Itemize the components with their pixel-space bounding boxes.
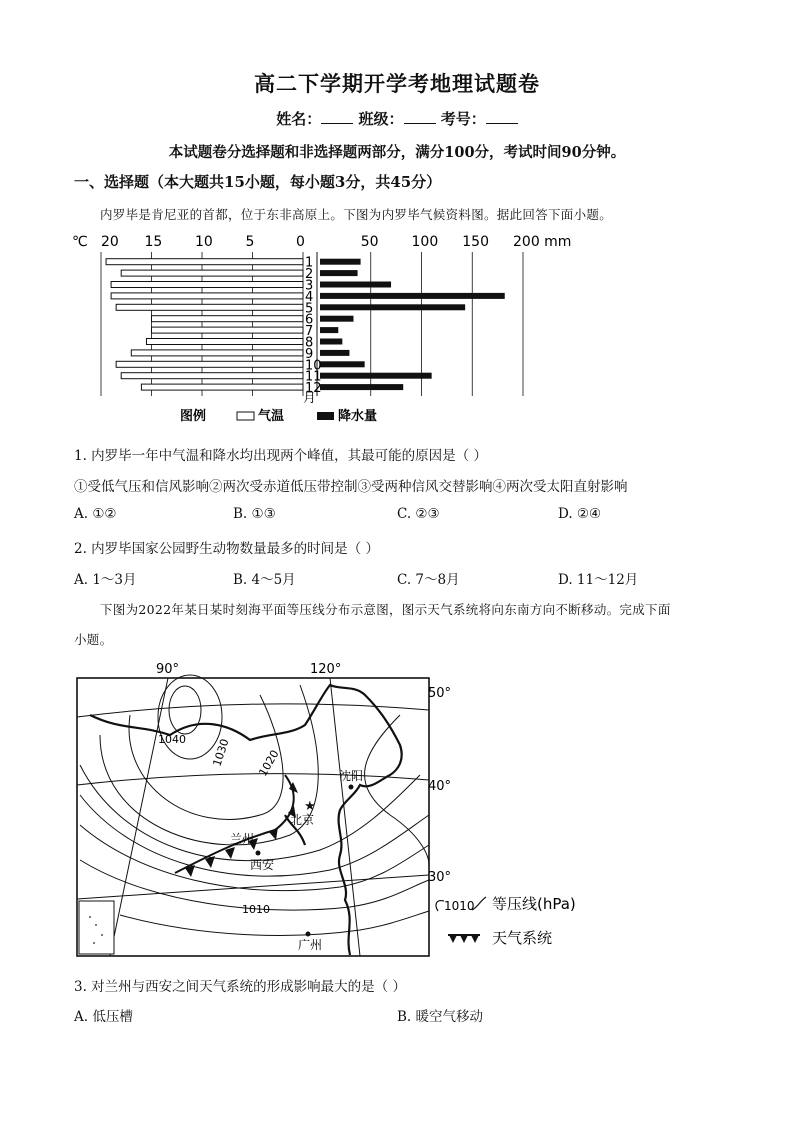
q2-option-c[interactable]: C. 7～8月 bbox=[397, 572, 460, 588]
temp-tick-label: 10 bbox=[195, 234, 213, 250]
lon-label-120: 120° bbox=[310, 662, 342, 677]
front-teeth bbox=[185, 782, 298, 877]
month-label: 10 bbox=[305, 358, 322, 374]
q3-option-a[interactable]: A. 低压槽 bbox=[74, 1009, 133, 1025]
q1-option-c[interactable]: C. ②③ bbox=[397, 506, 440, 522]
temp-bar bbox=[152, 327, 304, 333]
temp-bar bbox=[131, 350, 303, 356]
chart-axis-group bbox=[72, 234, 571, 250]
legend-front-teeth bbox=[449, 935, 479, 943]
question-3-stem: 3. 对兰州与西安之间天气系统的形成影响最大的是（ ） bbox=[74, 979, 406, 995]
question-1-stem: 1. 内罗毕一年中气温和降水均出现两个峰值，其最可能的原因是（ ） bbox=[74, 448, 487, 464]
temp-bars bbox=[106, 259, 303, 390]
temp-bar bbox=[141, 384, 303, 390]
isobars bbox=[80, 675, 429, 935]
temp-bar bbox=[121, 373, 303, 379]
q1-option-a[interactable]: A. ①② bbox=[74, 506, 117, 522]
legend-isobar-value: 1010 bbox=[444, 899, 475, 913]
legend-system-text: 天气系统 bbox=[492, 929, 553, 947]
name-label: 姓名： bbox=[276, 110, 322, 128]
precip-bar bbox=[320, 270, 358, 276]
legend-precip-label: 降水量 bbox=[338, 409, 378, 424]
exam-intro: 本试题卷分选择题和非选择题两部分，满分100分，考试时间90分钟。 bbox=[168, 144, 626, 161]
precip-bar bbox=[320, 282, 391, 288]
temp-bar bbox=[116, 361, 303, 367]
section-title: 一、选择题（本大题共15小题，每小题3分，共45分） bbox=[74, 173, 442, 191]
name-line bbox=[0, 108, 794, 129]
isobar-label-1010: 1010 bbox=[242, 903, 270, 916]
precip-bar bbox=[320, 339, 342, 345]
passage-2-line-1: 下图为2022年某日某时刻海平面等压线分布示意图，图示天气系统将向东南方向不断移动。完成下面 bbox=[100, 602, 671, 617]
temp-bar bbox=[106, 259, 303, 265]
city-dot-guangzhou bbox=[306, 932, 311, 937]
isobar-label-1030: 1030 bbox=[210, 737, 232, 768]
temp-tick-label: 0 bbox=[296, 234, 305, 250]
name-blank[interactable] bbox=[321, 108, 353, 124]
south-china-sea-inset bbox=[79, 901, 114, 954]
temp-bar bbox=[146, 339, 303, 345]
month-label: 9 bbox=[305, 346, 314, 362]
month-label: 1 bbox=[305, 255, 314, 271]
temp-bar bbox=[111, 282, 303, 288]
month-label: 3 bbox=[305, 278, 314, 294]
temp-tick-label: 5 bbox=[245, 234, 255, 250]
month-axis-label: 月 bbox=[303, 391, 317, 406]
lat-label-40: 40° bbox=[428, 779, 452, 794]
precip-bar bbox=[320, 350, 349, 356]
legend-label: 图例 bbox=[180, 409, 207, 424]
q2-option-a[interactable]: A. 1～3月 bbox=[74, 572, 137, 588]
month-label: 8 bbox=[305, 335, 314, 351]
parallel-30 bbox=[77, 875, 429, 899]
temp-bar bbox=[152, 316, 304, 322]
city-dot-shenyang bbox=[349, 785, 354, 790]
city-dot-xian bbox=[256, 851, 261, 856]
precip-tick-label: 200 mm bbox=[513, 234, 572, 250]
city-beijing: 北京 bbox=[290, 813, 315, 827]
q2-option-b[interactable]: B. 4～5月 bbox=[233, 572, 296, 588]
city-shenyang: 沈阳 bbox=[339, 769, 364, 783]
legend-isobar-curve-left bbox=[436, 901, 444, 911]
temp-tick-label: 15 bbox=[144, 234, 163, 250]
meridian-90 bbox=[110, 678, 168, 956]
climate-chart bbox=[60, 228, 580, 428]
question-2-stem: 2. 内罗毕国家公园野生动物数量最多的时间是（ ） bbox=[74, 541, 379, 557]
precip-tick-label: 50 bbox=[360, 234, 379, 250]
city-lanzhou: 兰州 bbox=[230, 832, 255, 846]
precip-tick-label: 150 bbox=[462, 234, 489, 250]
q2-option-d[interactable]: D. 11～12月 bbox=[558, 572, 639, 588]
q1-option-d[interactable]: D. ②④ bbox=[558, 506, 602, 522]
capital-star-icon: ★ bbox=[304, 799, 316, 814]
class-label: 班级： bbox=[358, 110, 404, 128]
legend-temp-swatch bbox=[237, 412, 254, 420]
precip-bar bbox=[320, 361, 365, 367]
precip-bar bbox=[320, 293, 505, 299]
lon-label-90: 90° bbox=[156, 662, 180, 677]
temp-tick-label: 20 bbox=[101, 234, 119, 250]
city-guangzhou: 广州 bbox=[298, 938, 323, 952]
isobar-map bbox=[60, 655, 600, 965]
precip-bars bbox=[320, 259, 505, 390]
q3-option-b[interactable]: B. 暖空气移动 bbox=[397, 1009, 484, 1025]
precip-bar bbox=[320, 316, 353, 322]
weather-front-line bbox=[175, 775, 294, 873]
question-1-statements: ①受低气压和信风影响②两次受赤道低压带控制③受两种信风交替影响④两次受太阳直射影响 bbox=[74, 479, 628, 495]
temp-bar bbox=[111, 293, 303, 299]
page-title: 高二下学期开学考地理试题卷 bbox=[254, 71, 540, 96]
month-label: 4 bbox=[305, 289, 314, 305]
legend-precip-swatch bbox=[317, 412, 334, 420]
month-label: 7 bbox=[305, 324, 314, 340]
isobar-1010 bbox=[120, 911, 429, 935]
precip-bar bbox=[320, 304, 465, 310]
isobar-label-1040: 1040 bbox=[158, 733, 186, 746]
month-label: 5 bbox=[305, 301, 314, 317]
temp-bar bbox=[121, 270, 303, 276]
passage-1: 内罗毕是肯尼亚的首都，位于东非高原上。下图为内罗毕气候资料图。据此回答下面小题。 bbox=[100, 207, 613, 222]
precip-tick-label: 100 bbox=[411, 234, 439, 250]
q1-option-b[interactable]: B. ①③ bbox=[233, 506, 276, 522]
month-label: 6 bbox=[305, 312, 314, 328]
temp-bar bbox=[116, 304, 303, 310]
passage-2-line-2: 小题。 bbox=[74, 632, 113, 647]
legend-temp-label: 气温 bbox=[258, 409, 285, 424]
precip-bar bbox=[320, 259, 361, 265]
legend-isobar-text: 等压线(hPa) bbox=[492, 895, 576, 913]
precip-bar bbox=[320, 327, 338, 333]
precip-bar bbox=[320, 384, 403, 390]
city-xian: 西安 bbox=[250, 858, 275, 872]
isobar-1030 bbox=[129, 695, 283, 819]
month-labels bbox=[305, 256, 322, 396]
exam-no-label: 考号： bbox=[440, 110, 486, 128]
exam-no-blank[interactable] bbox=[486, 108, 518, 124]
lat-label-50: 50° bbox=[428, 686, 452, 701]
isobar-label-1020: 1020 bbox=[256, 747, 282, 779]
month-label: 12 bbox=[305, 381, 322, 397]
month-label: 2 bbox=[305, 267, 314, 283]
lat-label-30: 30° bbox=[428, 870, 452, 885]
precip-bar bbox=[320, 373, 432, 379]
class-blank[interactable] bbox=[404, 108, 436, 124]
meridian-120 bbox=[330, 678, 360, 956]
month-label: 11 bbox=[305, 369, 322, 385]
temp-unit-label: ℃ bbox=[72, 234, 88, 250]
